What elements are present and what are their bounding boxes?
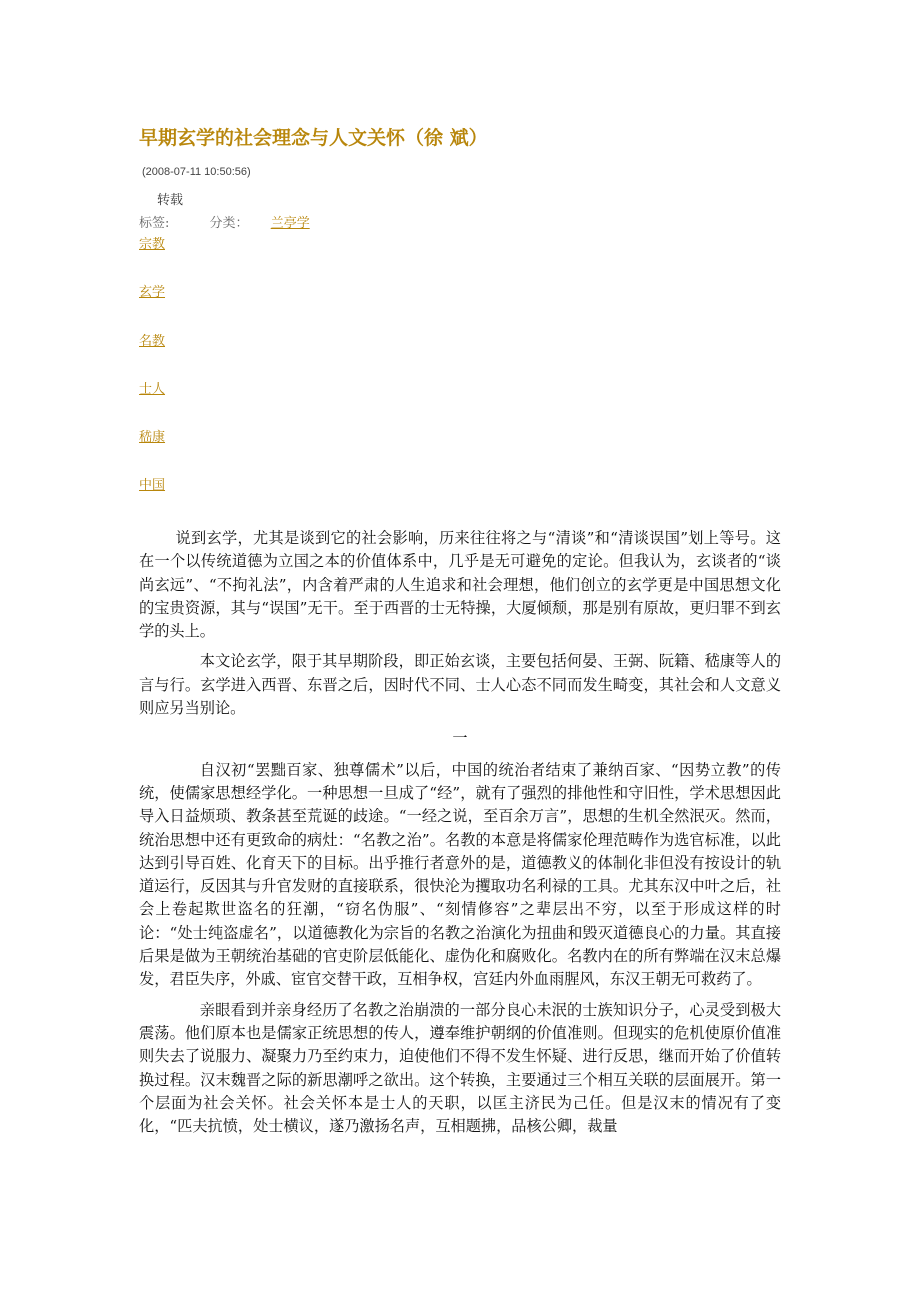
tags-label: 标签: — [139, 216, 170, 231]
article-title: 早期玄学的社会理念与人文关怀（徐 斌） — [139, 127, 488, 149]
article-body — [139, 527, 781, 1145]
category-label: 分类： — [209, 216, 249, 231]
tag-link-religion[interactable]: 宗教 — [139, 237, 166, 252]
tag-list — [139, 236, 165, 526]
tag-link-xuanxue[interactable]: 玄学 — [139, 285, 166, 301]
tag-item — [139, 236, 165, 284]
paragraph-3: 自汉初“罢黜百家、独尊儒术”以后，中国的统治者结束了兼纳百家、“因势立教”的传统，使儒家思想经学化。一种思想一旦成了“经”，就有了强烈的排他性和守旧性，学术思想因此导入日益烦琐、教条甚至荒诞的歧途。“一经之说，至百余万言”，思想的生机全然泯灭。然而，统治思想中还有更致命的病灶：“名教之治”。名教的本意是将儒家伦理范畴作为选官标准，以此达到引导百姓、化育天下的目标。出乎推行者意外的是，道德教义的体制化非但没有按设计的轨道运行，反因其与升官发财的直接联系，很快沦为攫取功名利禄的工具。尤其东汉中叶之后，社会上卷起欺世盗名的狂潮，“窃名伪服”、“刻情修容”之辈层出不穷，以至于形成这样的时论：“处士纯盗虚名”，以道德教化为宗旨的名教之治演化为扭曲和毁灭道德良心的力量。其直接后果是做为王朝统治基础的官吏阶层低能化、虚伪化和腐败化。名教内在的所有弊端在汉末总爆发，君臣失序，外戚、宦官交替干政，互相争权，宫廷内外血雨腥风，东汉王朝无可救药了。 — [139, 760, 781, 989]
tag-link-mingjiao[interactable]: 名教 — [139, 333, 166, 349]
section-heading: 一 — [452, 729, 468, 748]
paragraph-2: 本文论玄学，限于其早期阶段，即正始玄谈，主要包括何晏、王弼、阮籍、嵇康等人的言与行。玄学进入西晋、东晋之后，因时代不同、士人心态不同而发生畸变，其社会和人文意义则应另当别论。 — [139, 652, 781, 718]
article-meta — [139, 212, 310, 231]
paragraph-1: 说到玄学，尤其是谈到它的社会影响，历来往往将之与“清谈”和“清谈误国”划上等号。这在一个以传统道德为立国之本的价值体系中，几乎是无可避免的定论。但我认为，玄谈者的“谈尚玄远”、“不拘礼法”，内含着严肃的人生追求和社会理想，他们创立的玄学更是中国思想文化的宝贵资源，其与“误国”无干。至于西晋的士无特操，大厦倾颓，那是别有原故，更归罪不到玄学的头上。 — [139, 529, 781, 641]
paragraph-4: 亲眼看到并亲身经历了名教之治崩溃的一部分良心未泯的士族知识分子，心灵受到极大震荡。他们原本也是儒家正统思想的传人，遵奉维护朝纲的价值准则。但现实的危机使原价值准则失去了说服力、凝聚力乃至约束力，迫使他们不得不发生怀疑、进行反思，继而开始了价值转换过程。汉末魏晋之际的新思潮呼之欲出。这个转换，主要通过三个相互关联的层面展开。第一个层面为社会关怀。社会关怀本是士人的天职，以匡主济民为己任。但是汉末的情况有了变化，“匹夫抗愤，处士横议，遂乃激扬名声，互相题拂，品核公卿，裁量 — [139, 1000, 781, 1136]
category-link[interactable]: 兰亭学 — [270, 216, 310, 231]
tag-item — [139, 333, 165, 381]
tag-link-china[interactable]: 中国 — [139, 478, 166, 494]
tag-link-jikang[interactable]: 嵇康 — [139, 430, 166, 446]
tag-link-shiren[interactable]: 士人 — [139, 381, 166, 397]
tag-item — [139, 477, 165, 525]
repost-label: 转载 — [157, 193, 184, 208]
tag-item — [139, 429, 165, 477]
tag-item — [139, 381, 165, 429]
publish-date: (2008-07-11 10:50:56) — [142, 166, 251, 178]
tag-item — [139, 284, 165, 332]
